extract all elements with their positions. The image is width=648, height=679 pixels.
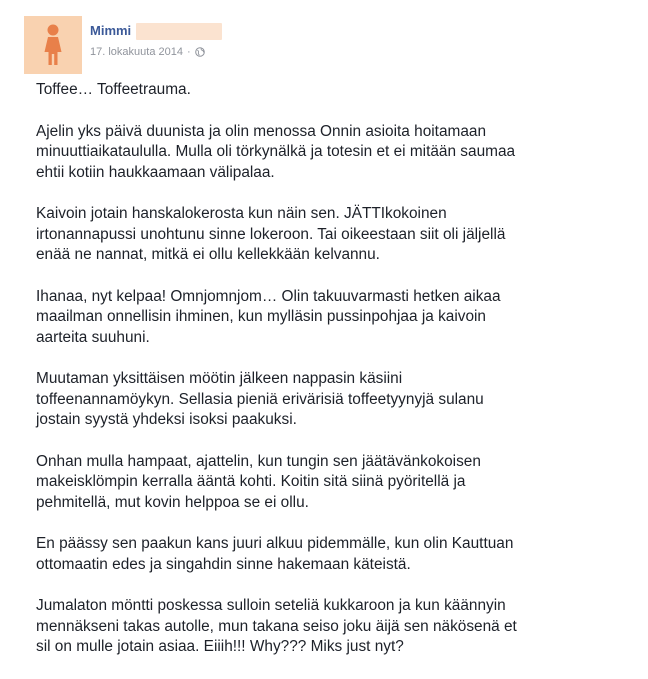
post-timestamp-link[interactable]: 17. lokakuuta 2014 bbox=[90, 46, 183, 58]
post-paragraph: Jumalaton möntti poskessa sulloin seteliä kukkaroon ja kun käännyin mennäkseni takas autolle, mun takana seiso joku äijä sen näkösenä et sil on mulle jotain asiaa. Eiiih!!! Why??? Miks just nyt? bbox=[36, 597, 517, 655]
female-silhouette-icon bbox=[24, 16, 82, 74]
post-meta bbox=[90, 44, 205, 60]
post-header bbox=[24, 16, 624, 74]
post-paragraph: Ajelin yks päivä duunista ja olin menossa Onnin asioita hoitamaan minuuttiaikataululla. Mulla oli törkynälkä ja totesin et ei mitään saumaa ehtii kotiin haukkaamaan välipalaa. bbox=[36, 122, 516, 181]
redacted-surname bbox=[136, 23, 222, 40]
globe-icon[interactable] bbox=[195, 47, 205, 57]
post-paragraph: Muutaman yksittäisen möötin jälkeen nappasin käsiini toffeenannamöykyn. Sellasia pieniä erivärisiä toffeetyynyjä sulanu jostain syystä yhdeksi isoksi paakuksi. bbox=[36, 370, 484, 428]
avatar[interactable] bbox=[24, 16, 82, 74]
post-paragraph: Kaivoin jotain hanskalokerosta kun näin sen. JÄTTIkokoinen irtonannapussi unohtunu sinne lokeroon. Tai oikeestaan siit oli jäljellä enää ne nannat, mitkä ei ollu kellekkään kelvannu. bbox=[36, 205, 506, 263]
post-paragraph: En päässy sen paakun kans juuri alkuu pidemmälle, kun olin Kauttuan ottomaatin edes ja singahdin sinne hakemaan käteistä. bbox=[36, 535, 514, 573]
post-paragraph: Onhan mulla hampaat, ajattelin, kun tungin sen jäätävänkokoisen makeisklömpin kerralla ääntä kohti. Koitin sitä siinä pyöritellä ja pehmitellä, mut kovin helppoa se ei ollu. bbox=[36, 452, 481, 511]
post-paragraph: Ihanaa, nyt kelpaa! Omnjomnjom… Olin takuuvarmasti hetken aikaa maailman onnellisin ihminen, kun mylläsin pussinpohjaa ja kaivoin aarteita suuhuni. bbox=[36, 287, 501, 346]
post-paragraph: Toffee… Toffeetrauma. bbox=[36, 81, 191, 98]
meta-separator: · bbox=[186, 46, 191, 58]
post-body bbox=[36, 80, 616, 679]
author-row bbox=[90, 22, 222, 40]
author-name-link[interactable]: Mimmi bbox=[90, 23, 132, 38]
